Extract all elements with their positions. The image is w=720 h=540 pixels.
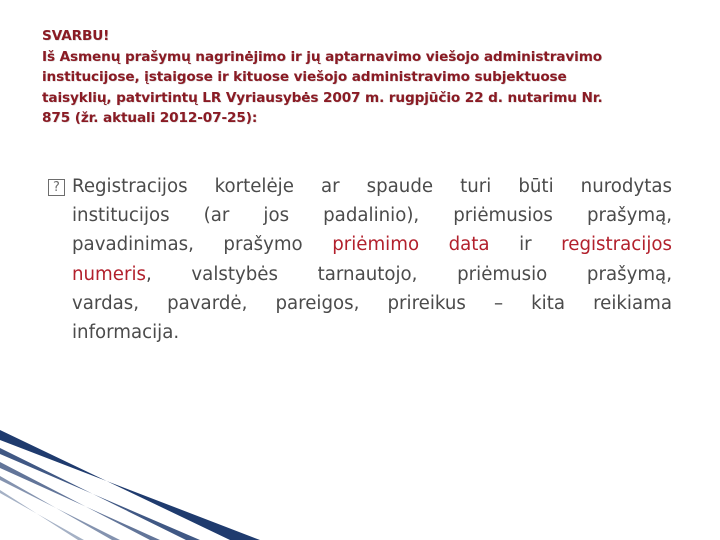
header-line-4: 875 (žr. aktuali 2012-07-25): xyxy=(42,110,258,127)
header-line-2: institucijose, įstaigose ir kituose viešojo administravimo subjektuose xyxy=(42,69,567,86)
highlight-numeris: numeris xyxy=(72,263,146,285)
bullet-text xyxy=(72,172,672,347)
corner-stripes-decoration xyxy=(0,430,260,540)
bullet-line-1: Registracijos kortelėje ar spaude turi būti nurodytas xyxy=(72,176,672,197)
bullet-line-2: institucijos (ar jos padalinio), priėmusios prašymą, xyxy=(72,205,672,227)
header-line-1: Iš Asmenų prašymų nagrinėjimo ir jų aptarnavimo viešojo administravimo xyxy=(42,48,603,65)
bullet-marker-icon: ? xyxy=(48,179,65,196)
bullet-line-3 xyxy=(72,230,672,259)
bullet-line-4 xyxy=(72,260,672,289)
header-line-3: taisyklių, patvirtintų LR Vyriausybės 2007 m. rugpjūčio 22 d. nutarimu Nr. xyxy=(42,89,603,106)
header-title: SVARBU! xyxy=(42,28,110,44)
notice-header xyxy=(42,26,672,129)
bullet-line-3-text-b: ir xyxy=(489,234,562,256)
bullet-line-4-text: , valstybės tarnautojo, priėmusio prašymą, xyxy=(145,263,672,285)
bullet-line-5: vardas, pavardė, pareigos, prireikus – kita reikiama xyxy=(72,292,672,314)
highlight-registracijos: registracijos xyxy=(561,234,672,256)
bullet-line-3-text-a: pavadinimas, prašymo xyxy=(72,234,333,256)
bullet-line-6: informacija. xyxy=(72,322,180,344)
highlight-priemimo-data: priėmimo data xyxy=(332,234,490,256)
